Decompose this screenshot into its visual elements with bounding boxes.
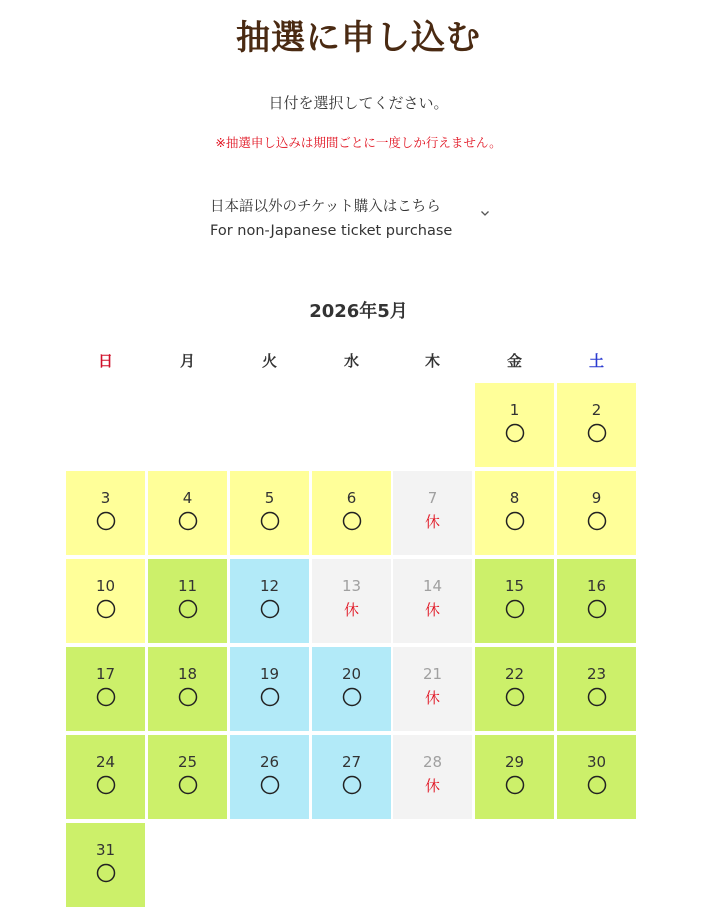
closed-label: 休 bbox=[424, 777, 440, 795]
day-number: 11 bbox=[177, 577, 198, 595]
calendar-day-29[interactable] bbox=[475, 735, 554, 819]
day-number: 25 bbox=[177, 753, 198, 771]
available-circle-icon bbox=[587, 687, 607, 707]
day-number: 7 bbox=[427, 489, 438, 507]
calendar-day-21 bbox=[393, 647, 472, 731]
day-number: 22 bbox=[504, 665, 525, 683]
available-circle-icon bbox=[342, 775, 362, 795]
calendar-day-3[interactable] bbox=[66, 471, 145, 555]
calendar-day-23[interactable] bbox=[557, 647, 636, 731]
day-number: 3 bbox=[100, 489, 111, 507]
day-number: 15 bbox=[504, 577, 525, 595]
day-number: 29 bbox=[504, 753, 525, 771]
available-circle-icon bbox=[587, 423, 607, 443]
day-number: 12 bbox=[259, 577, 280, 595]
available-circle-icon bbox=[587, 511, 607, 531]
day-number: 14 bbox=[422, 577, 443, 595]
available-circle-icon bbox=[505, 599, 525, 619]
calendar-day-13 bbox=[312, 559, 391, 643]
weekday-tuesday: 火 bbox=[261, 352, 277, 370]
day-number: 4 bbox=[182, 489, 193, 507]
weekday-thursday: 木 bbox=[424, 352, 440, 370]
available-circle-icon bbox=[260, 511, 280, 531]
calendar-day-26[interactable] bbox=[230, 735, 309, 819]
calendar-day-9[interactable] bbox=[557, 471, 636, 555]
calendar-day-22[interactable] bbox=[475, 647, 554, 731]
calendar-day-28 bbox=[393, 735, 472, 819]
calendar-month-label: 2026年5月 bbox=[309, 301, 408, 322]
closed-label: 休 bbox=[343, 601, 359, 619]
closed-label: 休 bbox=[424, 689, 440, 707]
calendar-day-1[interactable] bbox=[475, 383, 554, 467]
calendar-day-4[interactable] bbox=[148, 471, 227, 555]
day-number: 24 bbox=[95, 753, 116, 771]
weekday-header bbox=[66, 350, 636, 372]
calendar-day-17[interactable] bbox=[66, 647, 145, 731]
day-number: 17 bbox=[95, 665, 116, 683]
day-number: 10 bbox=[95, 577, 116, 595]
available-circle-icon bbox=[96, 863, 116, 883]
available-circle-icon bbox=[505, 511, 525, 531]
weekday-wednesday: 水 bbox=[343, 352, 359, 370]
available-circle-icon bbox=[96, 599, 116, 619]
weekday-monday: 月 bbox=[179, 352, 195, 370]
available-circle-icon bbox=[260, 599, 280, 619]
day-number: 23 bbox=[586, 665, 607, 683]
available-circle-icon bbox=[505, 775, 525, 795]
calendar-day-6[interactable] bbox=[312, 471, 391, 555]
toggle-label-japanese: 日本語以外のチケット購入はこちら bbox=[210, 199, 441, 215]
calendar-day-24[interactable] bbox=[66, 735, 145, 819]
toggle-label-english: For non-Japanese ticket purchase bbox=[210, 223, 453, 239]
lottery-notice: ※抽選申し込みは期間ごとに一度しか行えません。 bbox=[215, 135, 502, 150]
day-number: 2 bbox=[591, 401, 602, 419]
available-circle-icon bbox=[96, 775, 116, 795]
day-number: 31 bbox=[95, 841, 116, 859]
closed-label: 休 bbox=[424, 513, 440, 531]
closed-label: 休 bbox=[424, 601, 440, 619]
calendar-day-11[interactable] bbox=[148, 559, 227, 643]
day-number: 26 bbox=[259, 753, 280, 771]
available-circle-icon bbox=[178, 599, 198, 619]
calendar-day-15[interactable] bbox=[475, 559, 554, 643]
available-circle-icon bbox=[587, 599, 607, 619]
calendar-grid bbox=[66, 383, 636, 907]
calendar-day-12[interactable] bbox=[230, 559, 309, 643]
day-number: 1 bbox=[509, 401, 520, 419]
calendar-day-10[interactable] bbox=[66, 559, 145, 643]
non-japanese-ticket-toggle[interactable] bbox=[210, 196, 510, 244]
page-title: 抽選に申し込む bbox=[236, 18, 481, 58]
calendar-day-31[interactable] bbox=[66, 823, 145, 907]
day-number: 21 bbox=[422, 665, 443, 683]
calendar-day-18[interactable] bbox=[148, 647, 227, 731]
calendar-day-25[interactable] bbox=[148, 735, 227, 819]
day-number: 16 bbox=[586, 577, 607, 595]
calendar-day-2[interactable] bbox=[557, 383, 636, 467]
day-number: 30 bbox=[586, 753, 607, 771]
weekday-saturday: 土 bbox=[588, 352, 604, 370]
calendar-day-5[interactable] bbox=[230, 471, 309, 555]
calendar-day-16[interactable] bbox=[557, 559, 636, 643]
available-circle-icon bbox=[96, 511, 116, 531]
available-circle-icon bbox=[505, 687, 525, 707]
day-number: 28 bbox=[422, 753, 443, 771]
available-circle-icon bbox=[178, 775, 198, 795]
calendar-day-20[interactable] bbox=[312, 647, 391, 731]
weekday-friday: 金 bbox=[506, 352, 522, 370]
day-number: 9 bbox=[591, 489, 602, 507]
available-circle-icon bbox=[342, 511, 362, 531]
available-circle-icon bbox=[178, 687, 198, 707]
day-number: 19 bbox=[259, 665, 280, 683]
available-circle-icon bbox=[342, 687, 362, 707]
calendar-day-14 bbox=[393, 559, 472, 643]
day-number: 6 bbox=[346, 489, 357, 507]
day-number: 13 bbox=[341, 577, 362, 595]
chevron-down-icon bbox=[480, 208, 490, 218]
weekday-sunday: 日 bbox=[97, 352, 113, 370]
calendar-day-19[interactable] bbox=[230, 647, 309, 731]
available-circle-icon bbox=[587, 775, 607, 795]
instruction-text: 日付を選択してください。 bbox=[268, 94, 449, 112]
available-circle-icon bbox=[260, 775, 280, 795]
available-circle-icon bbox=[178, 511, 198, 531]
calendar-day-30[interactable] bbox=[557, 735, 636, 819]
available-circle-icon bbox=[260, 687, 280, 707]
available-circle-icon bbox=[505, 423, 525, 443]
calendar-day-27[interactable] bbox=[312, 735, 391, 819]
day-number: 27 bbox=[341, 753, 362, 771]
day-number: 20 bbox=[341, 665, 362, 683]
day-number: 18 bbox=[177, 665, 198, 683]
day-number: 5 bbox=[264, 489, 275, 507]
available-circle-icon bbox=[96, 687, 116, 707]
day-number: 8 bbox=[509, 489, 520, 507]
calendar-day-8[interactable] bbox=[475, 471, 554, 555]
calendar-day-7 bbox=[393, 471, 472, 555]
